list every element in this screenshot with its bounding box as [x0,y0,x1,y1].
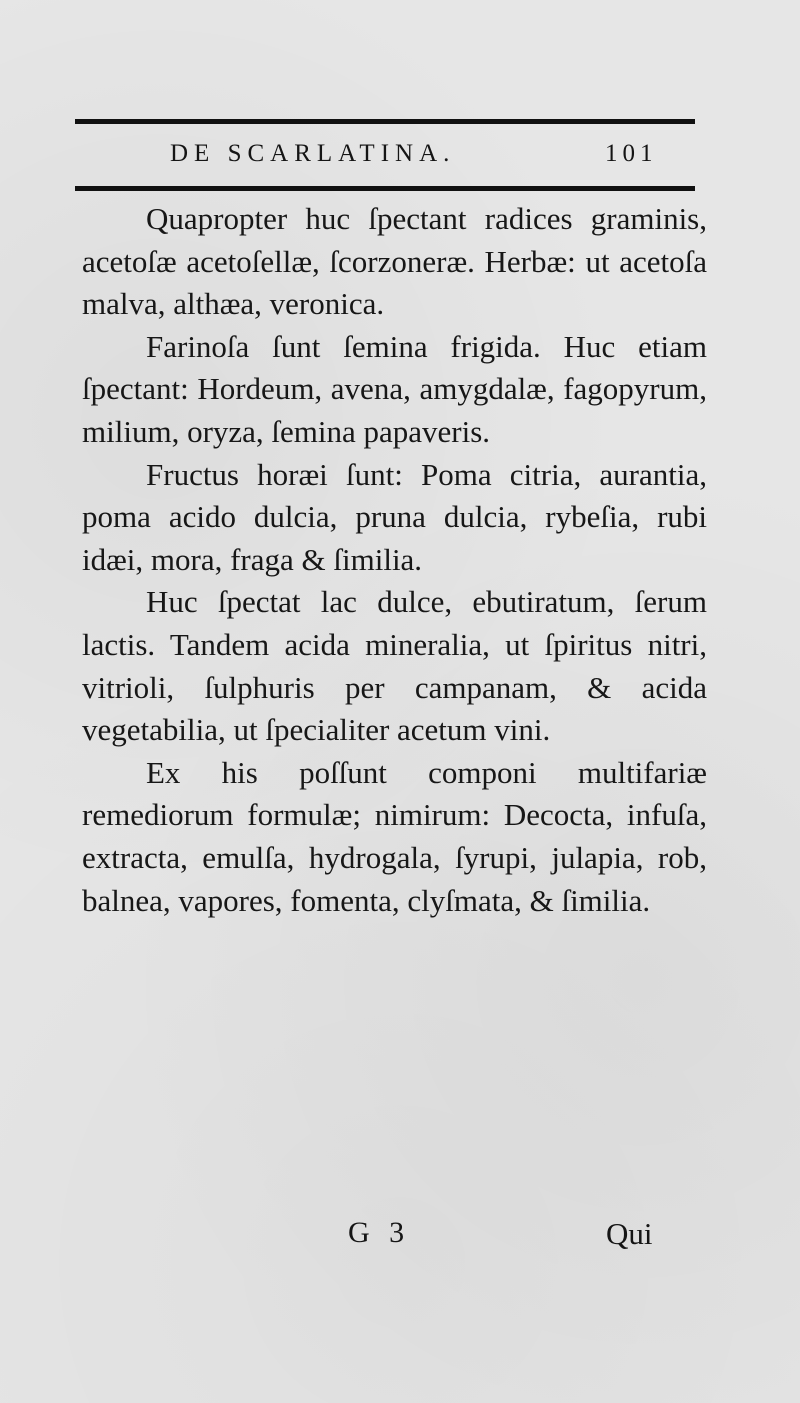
paragraph-formulae: Ex his poſſunt componi multifariæ remediorum formulæ; nimirum: Decocta, infuſa, extracta, emulſa, hydrogala, ſyrupi, julapia, rob, balnea, vapores, fomenta, clyſmata, & ſimilia. [82,754,707,918]
paragraph-lac: Huc ſpectat lac dulce, ebutiratum, ſerum lactis. Tandem acida mineralia, ut ſpiritus nitri, vitrioli, ſulphuris per campanam, & acida vegetabilia, ut ſpecialiter acetum vini. [82,584,707,748]
header-top-rule [75,119,695,124]
catchword: Qui [606,1216,653,1251]
paragraph-fructus: Fructus horæi ſunt: Poma citria, aurantia, poma acido dulcia, pruna dulcia, rybeſia, rubi idæi, mora, fraga & ſimilia. [82,456,707,577]
paragraph-farinosa: Farinoſa ſunt ſemina frigida. Huc etiam ſpectant: Hordeum, avena, amygdalæ, fagopyrum, milium, oryza, ſemina papaveris. [82,328,707,449]
page-number: 101 [605,140,658,167]
signature-mark: G 3 [348,1216,411,1249]
running-title: DE SCARLATINA. [170,140,456,167]
paragraph-radices: Quapropter huc ſpectant radices graminis, acetoſæ acetoſellæ, ſcorzoneræ. Herbæ: ut acetoſa malva, althæa, veronica. [82,201,707,322]
header-bottom-rule [75,186,695,191]
body-text [82,198,707,922]
